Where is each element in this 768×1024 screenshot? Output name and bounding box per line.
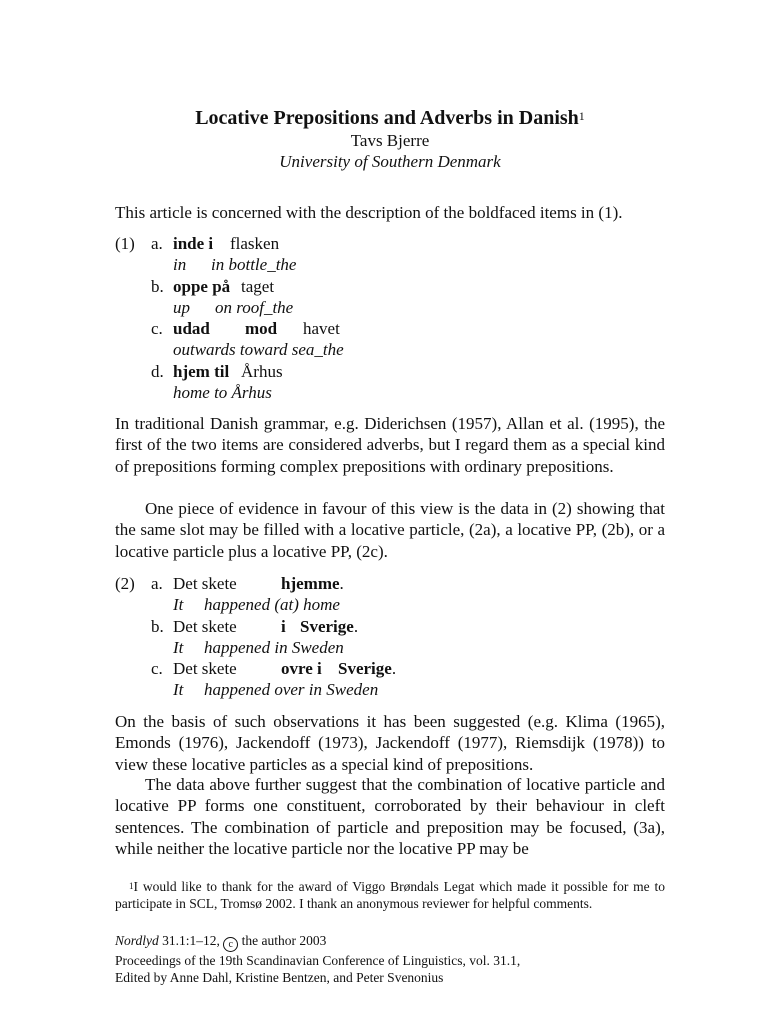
example-label: d.	[151, 361, 164, 381]
example-label: a.	[151, 234, 163, 253]
copyright-text: the author 2003	[241, 933, 327, 948]
footnote-mark: 1	[129, 881, 134, 891]
example-2a	[115, 573, 665, 594]
example-2b-gloss	[115, 637, 665, 658]
example-1b-gloss	[115, 297, 665, 318]
paragraph-1: In traditional Danish grammar, e.g. Diderichsen (1957), Allan et al. (1995), the first of the two items are considered adverbs, but I regard them as a special kind of prepositions forming complex prepositions with ordinary prepositions.	[115, 414, 665, 476]
example-number: (2)	[115, 574, 135, 593]
example-2a-gloss	[115, 594, 665, 615]
gloss-word: It	[173, 680, 184, 700]
gloss-word: up	[173, 297, 190, 317]
journal-issue: 31.1:1–12,	[162, 933, 220, 948]
example-label: c.	[151, 319, 163, 339]
gloss-word: outwards toward sea_the	[173, 340, 344, 360]
example-2b	[115, 616, 665, 637]
example-word: Århus	[241, 361, 283, 381]
example-1c	[115, 318, 665, 339]
example-label: a.	[151, 574, 163, 593]
footnote: $^1$I would like to thank for the award of Viggo Brøndals Legat which made it possible for me to participate in SCL, Tromsø 2002. I thank an anonymous reviewer for helpful comments.	[115, 879, 665, 911]
journal-name: Nordlyd	[115, 933, 159, 948]
boldfaced-item: i	[281, 616, 286, 636]
example-1	[115, 233, 665, 403]
example-label: c.	[151, 659, 163, 679]
journal-line	[115, 932, 665, 952]
gloss-word: happened (at) home	[204, 595, 340, 615]
paragraph-3: On the basis of such observations it has been suggested (e.g. Klima (1965), Emonds (1976), Jackendoff (1973), Jackendoff (1977), Riemsdijk (1978)) to view these locative particles as a special kind of prepositions.	[115, 712, 665, 774]
author-name: Tavs Bjerre	[350, 131, 430, 150]
example-word: Det skete	[173, 616, 237, 636]
editors-line: Edited by Anne Dahl, Kristine Bentzen, and Peter Svenonius	[115, 970, 444, 985]
title-footnote-mark: 1	[578, 109, 585, 123]
example-label: b.	[151, 616, 164, 636]
gloss-word: home to Århus	[173, 383, 272, 403]
example-label: b.	[151, 276, 164, 296]
paragraph-4: The data above further suggest that the combination of locative particle and locative PP forms one constituent, corroborated by their behaviour in cleft sentences. The combination of particle and preposition may be focused, (3a), while neither the locative particle nor the locative PP may be	[115, 775, 665, 858]
copyright-icon: c	[223, 937, 238, 952]
author-affiliation: University of Southern Denmark	[279, 152, 501, 171]
publication-info	[115, 932, 665, 986]
example-word: Det skete	[173, 574, 237, 593]
intro-paragraph: This article is concerned with the description of the boldfaced items in (1).	[115, 203, 623, 222]
example-number: (1)	[115, 234, 135, 253]
example-word: flasken	[230, 234, 280, 253]
gloss-word: happened in Sweden	[204, 637, 344, 657]
boldfaced-item: ovre i	[281, 659, 322, 679]
example-2c-gloss	[115, 679, 665, 700]
example-1a	[115, 233, 665, 254]
period: .	[339, 574, 344, 593]
period: .	[391, 659, 397, 679]
boldfaced-item: hjemme	[281, 574, 340, 593]
boldfaced-item: Sverige	[300, 616, 354, 636]
boldfaced-item: udad	[173, 319, 210, 339]
gloss-word: in	[173, 255, 187, 275]
example-1b	[115, 276, 665, 297]
gloss-word: on roof_the	[215, 297, 294, 317]
boldfaced-item: Sverige	[338, 659, 392, 679]
boldfaced-item: hjem til	[173, 361, 230, 381]
boldfaced-item: mod	[245, 319, 278, 339]
paper-title: Locative Prepositions and Adverbs in Danish$^1$	[195, 107, 585, 129]
example-word: havet	[303, 319, 340, 339]
paragraph-2: One piece of evidence in favour of this view is the data in (2) showing that the same slot may be filled with a locative particle, (2a), a locative PP, (2b), or a locative particle plus a locative PP, (2c).	[115, 499, 665, 561]
period: .	[353, 616, 359, 636]
boldfaced-item: oppe på	[173, 276, 231, 296]
boldfaced-item: inde i	[173, 234, 214, 253]
example-2	[115, 573, 665, 701]
example-1d	[115, 361, 665, 382]
example-word: taget	[241, 276, 275, 296]
gloss-word: in bottle_the	[211, 255, 297, 275]
example-2c	[115, 658, 665, 679]
gloss-word: It	[173, 595, 184, 615]
gloss-word: happened over in Sweden	[204, 680, 379, 700]
example-word: Det skete	[173, 659, 237, 679]
proceedings-line: Proceedings of the 19th Scandinavian Conference of Linguistics, vol. 31.1,	[115, 953, 521, 968]
example-1d-gloss	[115, 382, 665, 403]
example-1c-gloss	[115, 339, 665, 360]
example-1a-gloss	[115, 254, 665, 275]
gloss-word: It	[173, 637, 184, 657]
